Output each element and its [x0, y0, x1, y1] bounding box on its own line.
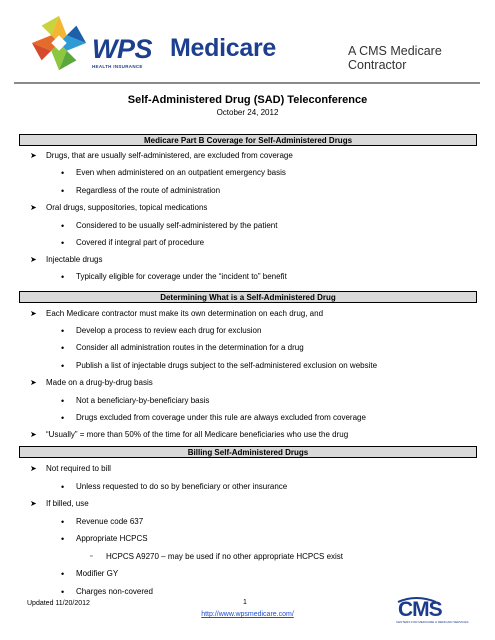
arrow-bullet-icon: ➤: [30, 464, 37, 473]
list-item: Oral drugs, suppositories, topical medications: [46, 203, 208, 212]
list-item: Develop a process to review each drug for exclusion: [76, 326, 262, 335]
dot-bullet-icon: •: [61, 186, 65, 196]
cms-logo-subtext: CENTERS FOR MEDICARE & MEDICAID SERVICES: [396, 620, 469, 624]
wps-wordmark: [92, 36, 152, 69]
dot-bullet-icon: •: [61, 517, 65, 527]
dot-bullet-icon: •: [61, 361, 65, 371]
dot-bullet-icon: •: [61, 168, 65, 178]
dot-bullet-icon: •: [61, 587, 65, 597]
list-item: HCPCS A9270 – may be used if no other appropriate HCPCS exist: [106, 552, 344, 561]
arrow-bullet-icon: ➤: [30, 151, 37, 160]
list-item: Covered if integral part of procedure: [76, 238, 205, 247]
dot-bullet-icon: •: [61, 569, 65, 579]
dot-bullet-icon: •: [61, 396, 65, 406]
website-link[interactable]: http://www.wpsmedicare.com/: [201, 611, 294, 618]
contractor-tagline: A CMS Medicare Contractor: [348, 44, 442, 72]
header-divider: [14, 82, 480, 84]
list-item: Injectable drugs: [46, 255, 103, 264]
square-bullet-icon: ▫: [90, 553, 93, 560]
arrow-bullet-icon: ➤: [30, 203, 37, 212]
list-item: Each Medicare contractor must make its own determination on each drug, and: [46, 309, 324, 318]
wps-diamond-logo-icon: [30, 14, 88, 72]
dot-bullet-icon: •: [61, 534, 65, 544]
list-item: Typically eligible for coverage under the “incident to” benefit: [76, 272, 287, 281]
dot-bullet-icon: •: [61, 272, 65, 282]
dot-bullet-icon: •: [61, 238, 65, 248]
list-item: Consider all administration routes in the determination for a drug: [76, 343, 304, 352]
dot-bullet-icon: •: [61, 326, 65, 336]
list-item: Made on a drug-by-drug basis: [46, 378, 153, 387]
wps-logo-subtext: HEALTH INSURANCE: [92, 64, 143, 69]
document-title: Self-Administered Drug (SAD) Teleconference: [127, 94, 368, 106]
arrow-bullet-icon: ➤: [30, 378, 37, 387]
arrow-bullet-icon: ➤: [30, 499, 37, 508]
list-item: Drugs, that are usually self-administered, are excluded from coverage: [46, 151, 293, 160]
list-item: Revenue code 637: [76, 517, 144, 526]
list-item: If billed, use: [46, 499, 89, 508]
list-item: Charges non-covered: [76, 587, 153, 596]
list-item: Appropriate HCPCS: [76, 534, 148, 543]
list-item: Considered to be usually self-administered by the patient: [76, 221, 278, 230]
list-item: Not required to bill: [46, 464, 111, 473]
arrow-bullet-icon: ➤: [30, 255, 37, 264]
document-date: October 24, 2012: [216, 108, 279, 117]
arrow-bullet-icon: ➤: [30, 430, 37, 439]
list-item: Not a beneficiary-by-beneficiary basis: [76, 396, 210, 405]
section-heading: Billing Self-Administered Drugs: [19, 446, 477, 458]
dot-bullet-icon: •: [61, 343, 65, 353]
letterhead: [0, 0, 495, 90]
section-heading: Medicare Part B Coverage for Self-Administered Drugs: [19, 134, 477, 146]
updated-date: Updated 11/20/2012: [27, 600, 90, 607]
dot-bullet-icon: •: [61, 482, 65, 492]
dot-bullet-icon: •: [61, 413, 65, 423]
list-item: Modifier GY: [76, 569, 119, 578]
arrow-bullet-icon: ➤: [30, 309, 37, 318]
dot-bullet-icon: •: [61, 221, 65, 231]
list-item: Publish a list of injectable drugs subject to the self-administered exclusion on website: [76, 361, 378, 370]
page-number: 1: [243, 599, 247, 606]
list-item: “Usually” = more than 50% of the time for all Medicare beneficiaries who use the drug: [46, 430, 349, 439]
section-heading: Determining What is a Self-Administered Drug: [19, 291, 477, 303]
medicare-wordmark: Medicare: [170, 34, 276, 62]
list-item: Regardless of the route of administration: [76, 186, 221, 195]
cms-logo-text: CMS: [398, 598, 442, 621]
list-item: Unless requested to do so by beneficiary or other insurance: [76, 482, 288, 491]
wps-logo-text: WPS: [92, 34, 153, 64]
list-item: Drugs excluded from coverage under this rule are always excluded from coverage: [76, 413, 366, 422]
list-item: Even when administered on an outpatient emergency basis: [76, 168, 286, 177]
